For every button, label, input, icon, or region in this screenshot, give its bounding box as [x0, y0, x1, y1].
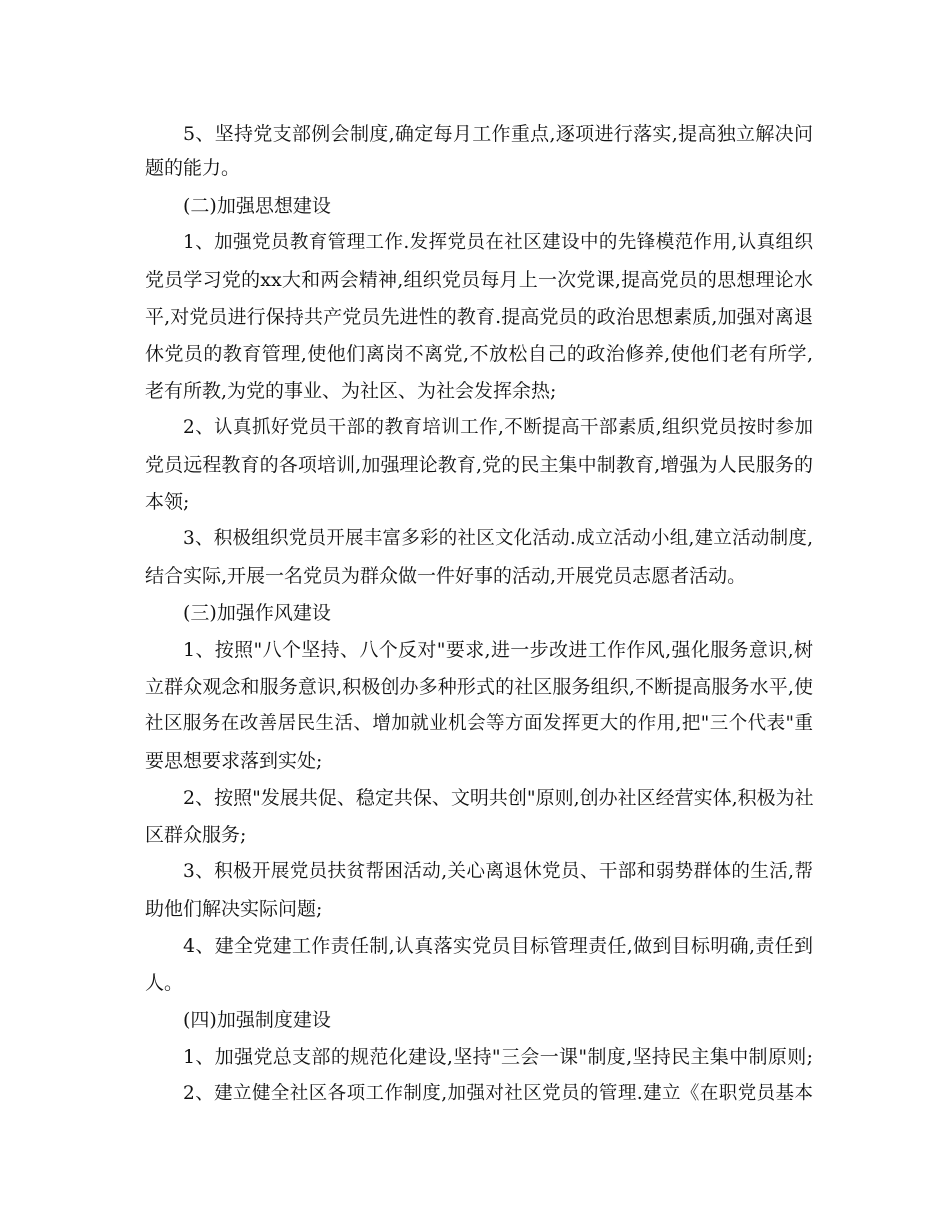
paragraph-line: 休党员的教育管理,使他们离岗不离党,不放松自己的政治修养,使他们老有所学,	[145, 343, 813, 365]
paragraph-line: 3、积极开展党员扶贫帮困活动,关心离退休党员、干部和弱势群体的生活,帮	[183, 861, 813, 882]
section-heading: (二)加强思想建设	[183, 195, 331, 217]
paragraph-line: 区群众服务;	[145, 824, 247, 846]
paragraph-line: 要思想要求落到实处;	[145, 750, 323, 772]
paragraph-line: 2、建立健全社区各项工作制度,加强对社区党员的管理.建立《在职党员基本	[183, 1083, 813, 1104]
paragraph-line: 本领;	[145, 491, 190, 513]
paragraph-line: 结合实际,开展一名党员为群众做一件好事的活动,开展党员志愿者活动。	[145, 565, 747, 587]
paragraph-line: 老有所教,为党的事业、为社区、为社会发挥余热;	[145, 380, 557, 402]
paragraph-line: 社区服务在改善居民生活、增加就业机会等方面发挥更大的作用,把"三个代表"重	[145, 713, 813, 734]
section-heading: (三)加强作风建设	[183, 602, 331, 624]
paragraph-line: 1、加强党总支部的规范化建设,坚持"三会一课"制度,坚持民主集中制原则;	[183, 1046, 813, 1068]
paragraph-line: 2、按照"发展共促、稳定共保、文明共创"原则,创办社区经营实体,积极为社	[183, 787, 814, 809]
paragraph-line: 1、按照"八个坚持、八个反对"要求,进一步改进工作作风,强化服务意识,树	[183, 639, 813, 661]
paragraph-line: 党员远程教育的各项培训,加强理论教育,党的民主集中制教育,增强为人民服务的	[145, 454, 813, 476]
paragraph-line: 平,对党员进行保持共产党员先进性的教育.提高党员的政治思想素质,加强对离退	[145, 306, 813, 328]
paragraph-line: 5、坚持党支部例会制度,确定每月工作重点,逐项进行落实,提高独立解决问	[183, 123, 813, 145]
paragraph-line: 党员学习党的xx大和两会精神,组织党员每月上一次党课,提高党员的思想理论水	[145, 269, 813, 291]
paragraph-line: 助他们解决实际问题;	[145, 898, 323, 920]
paragraph-line: 人。	[145, 972, 184, 994]
paragraph-line: 4、建全党建工作责任制,认真落实党员目标管理责任,做到目标明确,责任到	[183, 935, 813, 957]
paragraph-line: 题的能力。	[145, 157, 241, 179]
paragraph-line: 3、积极组织党员开展丰富多彩的社区文化活动.成立活动小组,建立活动制度,	[183, 528, 813, 549]
section-heading: (四)加强制度建设	[183, 1009, 331, 1031]
paragraph-line: 1、加强党员教育管理工作.发挥党员在社区建设中的先锋模范作用,认真组织	[183, 232, 813, 253]
paragraph-line: 2、认真抓好党员干部的教育培训工作,不断提高干部素质,组织党员按时参加	[183, 417, 813, 438]
paragraph-line: 立群众观念和服务意识,积极创办多种形式的社区服务组织,不断提高服务水平,使	[145, 676, 813, 698]
